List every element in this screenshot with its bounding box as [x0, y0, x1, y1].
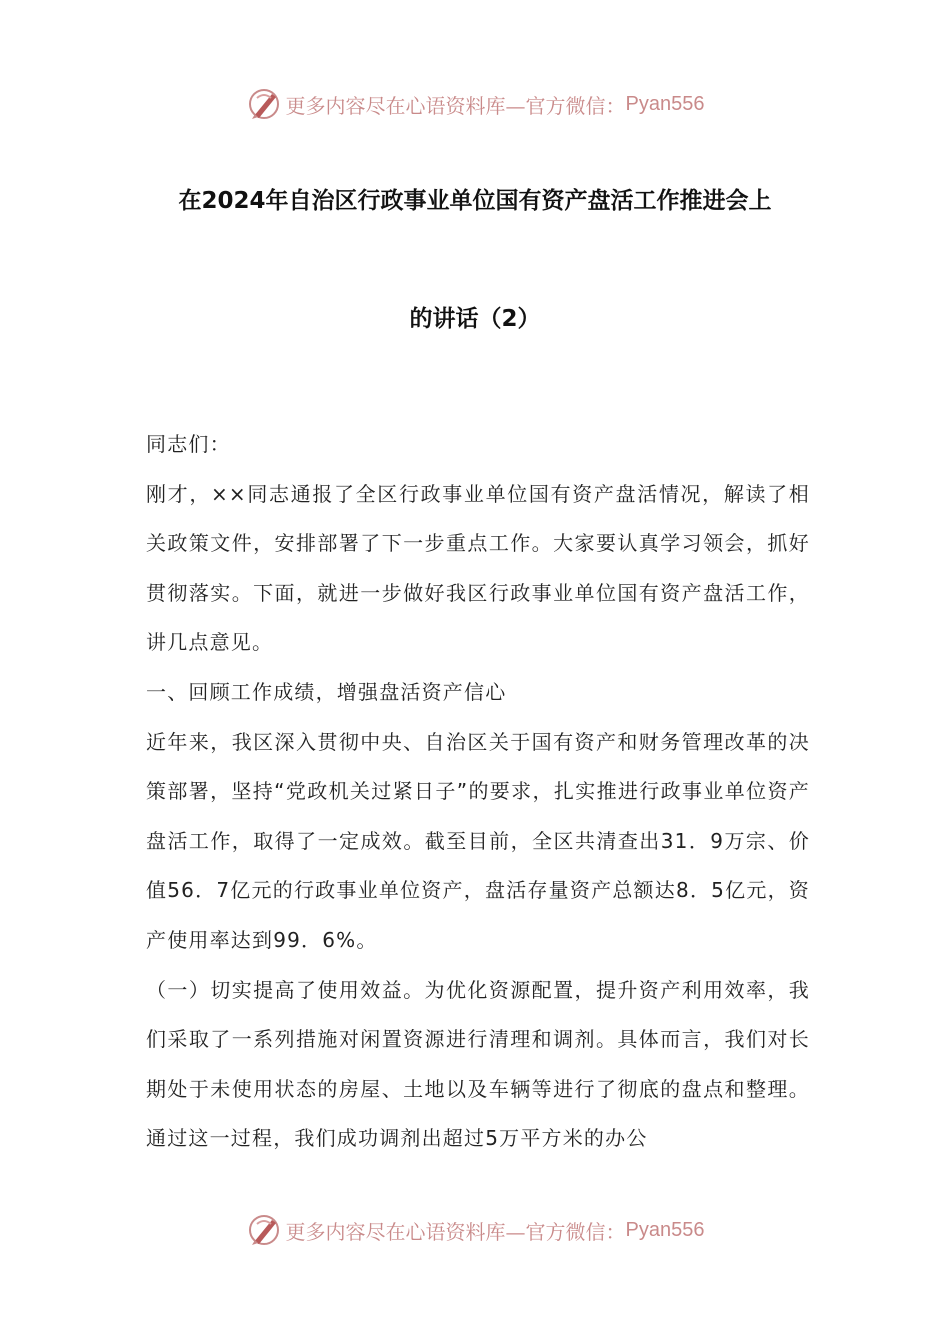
- section-heading-1: 一、回顾工作成绩，增强盘活资产信心: [146, 679, 507, 704]
- watermark-wechat-id: Pyan556: [625, 1218, 705, 1241]
- pen-logo-icon: [246, 86, 282, 122]
- watermark-wechat-id: Pyan556: [625, 92, 705, 115]
- paragraph-subsection-1: （一）切实提高了使用效益。为优化资源配置，提升资产利用效率，我们采取了一系列措施对闲置资源进行清理和调剂。具体而言，我们对长期处于未使用状态的房屋、土地以及车辆等进行了彻底的盘点和整理。通过这一过程，我们成功调剂出超过5万平方米的办公: [146, 977, 810, 1151]
- greeting: 同志们：: [146, 432, 231, 456]
- document-title-line-1: 在2024年自治区行政事业单位国有资产盘活工作推进会上: [178, 188, 772, 214]
- watermark-text: 更多内容尽在心语资料库—官方微信：: [285, 93, 626, 118]
- paragraph-achievements: 近年来，我区深入贯彻中央、自治区关于国有资产和财务管理改革的决策部署，坚持“党政机关过紧日子”的要求，扎实推进行政事业单位资产盘活工作，取得了一定成效。截至目前，全区共清查出31．9万宗、价值56．7亿元的行政事业单位资产，盘活存量资产总额达8．5亿元，资产使用率达到99．6%。: [146, 729, 810, 952]
- footer-watermark: [0, 1208, 950, 1252]
- document-title-line-2: 的讲话（2）: [409, 306, 541, 332]
- watermark-text: 更多内容尽在心语资料库—官方微信：: [285, 1219, 626, 1244]
- pen-logo-icon: [246, 1212, 282, 1248]
- document-body: [146, 420, 810, 1164]
- header-watermark: [0, 82, 950, 126]
- paragraph-intro: 刚才，××同志通报了全区行政事业单位国有资产盘活情况，解读了相关政策文件，安排部署了下一步重点工作。大家要认真学习领会，抓好贯彻落实。下面，就进一步做好我区行政事业单位国有资产盘活工作，讲几点意见。: [146, 481, 810, 655]
